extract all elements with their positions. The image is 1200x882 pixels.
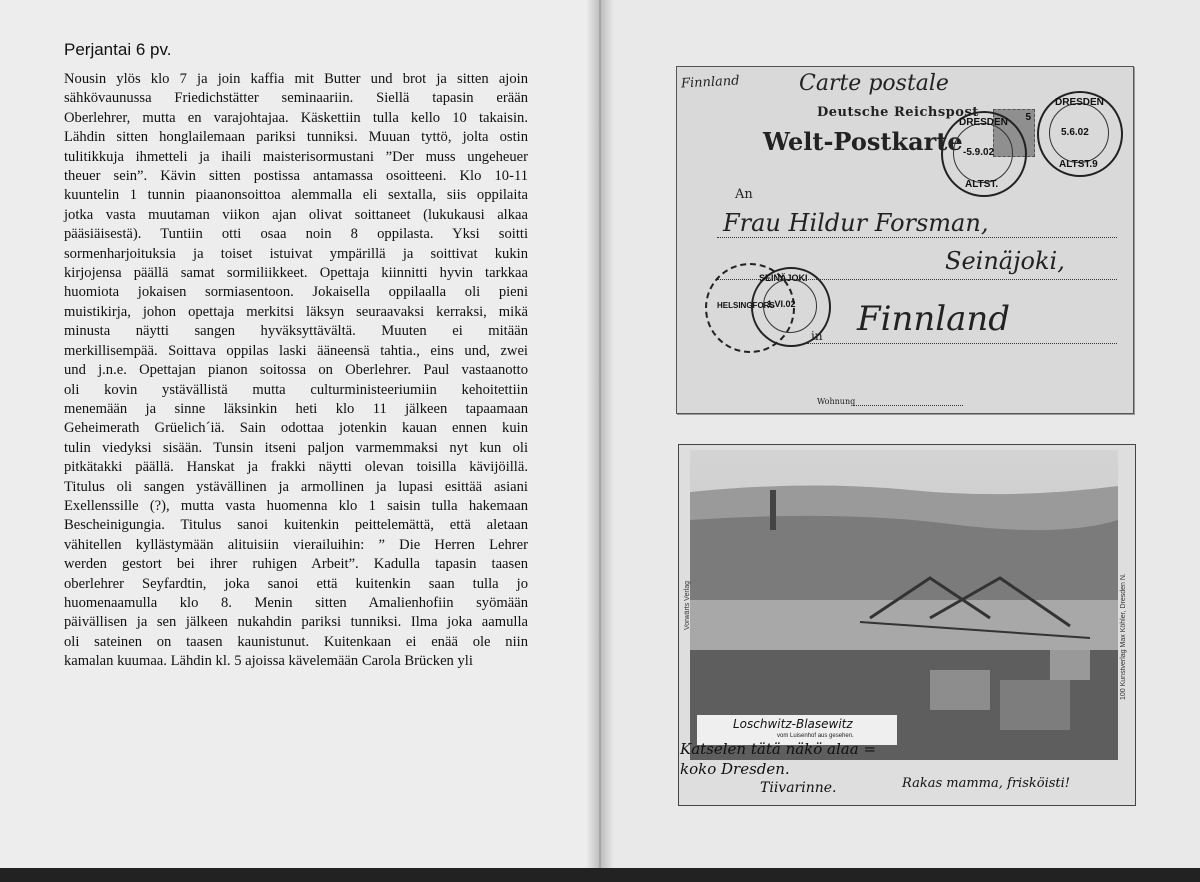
- diary-line: oberlehrer Seyfardtin, joka sanoi että kuitenkin saan tulla jo: [64, 575, 528, 592]
- postmark-seinajoki-date: 1.VI.02: [767, 299, 796, 309]
- postmark-1-sub: ALTST.: [965, 179, 999, 190]
- page-edge: [0, 868, 1200, 882]
- diary-line: minusta näytti sangen hyväksyttävältä. Muuten ei mitään: [64, 323, 528, 340]
- diary-line: pitkätakki päällä. Hanskat ja frakki näytti olevan toisilla kävijöillä.: [64, 459, 528, 476]
- diary-line: muistikirja, johon opettaja merkitsi läksyn seuraavaksi kerraksi, mikä: [64, 303, 528, 320]
- stamp-value: 5: [1025, 112, 1031, 123]
- postmark-2-date: 5.6.02: [1061, 127, 1089, 138]
- diary-line: huomenaamulla klo 8. Menin sitten Amalienhofiin syömään: [64, 594, 528, 611]
- diary-line: oli kovin ystävällistä mutta culturministeeriumiin kehoitettiin: [64, 381, 528, 398]
- diary-line: merkillisempää. Soittava oppilas laski ääneensä tahtia., eins und, zwei: [64, 342, 528, 359]
- diary-line: pääsiäisestä). Tuntiin otti osaa noin 8 oppilasta. Yksi soitti: [64, 226, 528, 243]
- diary-line: tulitikkuja ihmetteli ja ihaili maisterisormustani ”Der muss ungeheuer: [64, 148, 528, 165]
- diary-line: kamalan kuumaa. Lähdin kl. 5 ajoissa kävelemään Carola Brücken yli: [64, 653, 473, 670]
- handwriting-line-3: Tiivarinne.: [760, 780, 837, 796]
- welt-postkarte-label: Welt-Postkarte: [763, 127, 963, 156]
- diary-line: huomiota jokaisen sormiasentoon. Jokaisella oppilaalla oli pieni: [64, 284, 528, 301]
- postmark-2-sub: ALTST.9: [1059, 159, 1098, 170]
- reichspost-label: Deutsche Reichspost: [817, 105, 979, 120]
- diary-line: Exellenssille (?), mutta vasta huomenna klo 1 saisin tulla hakemaan: [64, 497, 528, 514]
- diary-line: theuer sein”. Kävin sitten postissa antamassa osoitteeni. Klo 10-11: [64, 168, 528, 185]
- postmark-seinajoki-city: SEINÄJOKI: [759, 273, 808, 283]
- diary-line: jotka vasta muutaman viikon ajan olivat soittaneet (lukukausi alkaa: [64, 206, 528, 223]
- address-country: Finnland: [857, 299, 1011, 339]
- diary-line: Oberlehrer, mutta en varajohtajaa. Käskettiin tulla kello 10 takaisin.: [64, 109, 528, 126]
- diary-text: [64, 70, 528, 672]
- diary-line: Nousin ylös klo 7 ja join kaffia mit Butter und brot ja sitten ajoin: [64, 71, 528, 87]
- an-label: An: [735, 187, 753, 202]
- diary-line: und j.n.e. Opettajan pianon soitossa on Oberlehrer. Paul vastaanotto: [64, 362, 528, 379]
- diary-line: Lähdin sitten honglailemaan pariksi tunniksi. Muuan tyttö, jolta ostin: [64, 129, 528, 146]
- corner-note: Finnland: [680, 73, 740, 92]
- handwriting-line-2: koko Dresden.: [680, 760, 790, 778]
- page-heading: Perjantai 6 pv.: [64, 40, 172, 59]
- diary-line: sähkövaunussa Friedichstätter seminaariin. Siellä tapasin erään: [64, 90, 528, 107]
- postmark-2-city: DRESDEN: [1055, 97, 1104, 108]
- diary-line: Titulus oli sangen ystävällinen ja armollinen ja lupasi esittää asiani: [64, 478, 528, 495]
- diary-line: sormenharjoituksia ja toiset istuivat ympärillä ja soittivat kukin: [64, 245, 528, 262]
- loschwitz-photo: [690, 450, 1118, 760]
- side-print-left: Vorwärts Verlag: [684, 580, 691, 630]
- postcard-address-side: [676, 66, 1134, 414]
- diary-line: kirjojensa päällä samat sormiliikkeet. Opettaja kiinnitti hyvin tarkkaa: [64, 265, 528, 282]
- diary-line: Geheimerath Grüelich´iä. Sain odottaa jotenkin kauan ennen kuin: [64, 420, 528, 437]
- diary-line: Bescheinigungia. Titulus sanoi kuitenkin peittelemättä, että aletaan: [64, 517, 528, 534]
- diary-line: tulin viedyksi sisään. Tunsin itseni paljon varmemmaksi nyt kun oli: [64, 439, 528, 456]
- book-gutter: [586, 0, 614, 882]
- handwriting-line-4: Rakas mamma, frisköisti!: [902, 776, 1071, 791]
- carte-postale-handwriting: Carte postale: [799, 71, 949, 96]
- postmark-dresden-left: [941, 111, 1027, 197]
- diary-line: oli sateinen on taasen kaunistunut. Kuitenkaan ei enää ole niin: [64, 633, 528, 650]
- postmark-dresden-right: [1037, 91, 1123, 177]
- in-label: in: [811, 329, 823, 343]
- postmark-helsinki-city: HELSINGFORS: [717, 301, 775, 310]
- diary-line: kuuntelin 1 tunnin piaanonsoittoa alemmalla eli sextalla, siis oppilaita: [64, 187, 528, 204]
- diary-line: werden gestort bei ihrer ruhigen Arbeit”. Kadulla tapasin taasen: [64, 556, 528, 573]
- postmark-1-city: DRESDEN: [959, 117, 1008, 128]
- bridge-landscape: [690, 450, 1118, 760]
- caption-sub: vom Luisenhof aus gesehen.: [777, 733, 854, 739]
- address-town: Seinäjoki,: [945, 247, 1065, 275]
- postmark-1-date: -5.9.02: [963, 147, 995, 158]
- diary-line: menemään ja sinne läksinkin heti klo 11 jälkeen tapaamaan: [64, 400, 528, 417]
- diary-line: päivällisen ja sen jälkeen nukahdin pariksi tunniksi. Ilma joka aamulla: [64, 614, 528, 631]
- handwriting-line-1: Katselen tätä näkö alaa =: [680, 740, 877, 758]
- wohnung-label: Wohnung: [817, 397, 856, 406]
- caption-title: Loschwitz-Blasewitz: [733, 717, 853, 731]
- address-name: Frau Hildur Forsman,: [723, 209, 989, 237]
- diary-line: vähitellen kyllästymään alituisiin vierailuihin: ” Die Herren Lehrer: [64, 536, 528, 553]
- side-print-right: 100 Kunstverlag Max Köhler, Dresden N.: [1120, 573, 1127, 700]
